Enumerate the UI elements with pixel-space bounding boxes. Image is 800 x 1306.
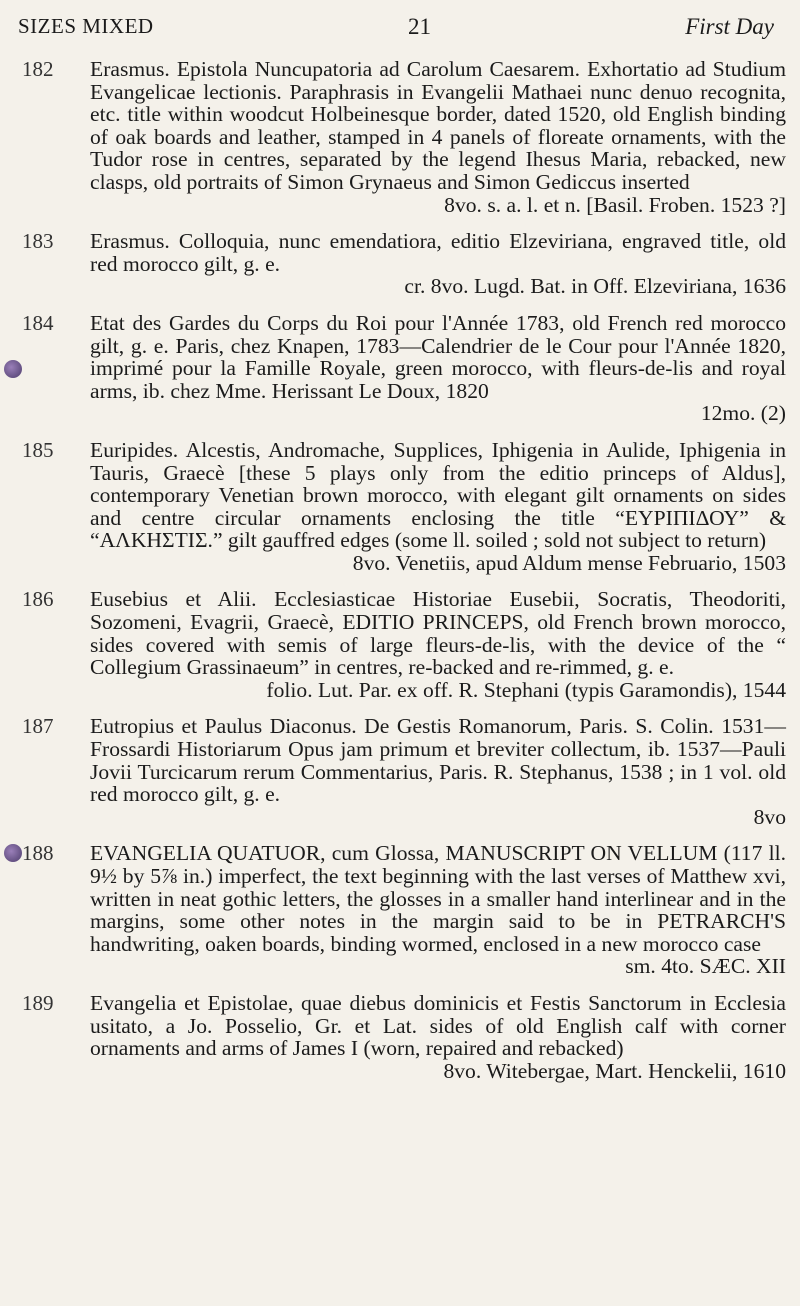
lot-number: 187	[22, 714, 54, 739]
lot-entry	[0, 588, 800, 701]
lot-entry	[0, 992, 800, 1082]
lot-entry	[0, 439, 800, 575]
lot-description	[90, 439, 786, 575]
lot-description	[90, 992, 786, 1082]
lot-text: Etat des Gardes du Corps du Roi pour l'Année 1783, old French red morocco gilt, g. e. Paris, chez Knapen, 1783—Calendrier de le Cour pour l'Année 1820, imprimé pour la Famille Royale, green morocco, with fleurs-de-lis and royal arms, ib. chez Mme. Herissant Le Doux, 1820	[90, 310, 786, 403]
lot-imprint: folio. Lut. Par. ex off. R. Stephani (typis Garamondis), 1544	[266, 677, 786, 702]
margin-mark-icon	[4, 360, 22, 378]
lot-number: 183	[22, 229, 54, 254]
lot-text: Euripides. Alcestis, Andromache, Supplices, Iphigenia in Aulide, Iphigenia in Tauris, Graecè [these 5 plays only from the editio princeps of Aldus], contemporary Venetian brown morocco, with elegant gilt ornaments on sides and centre circular ornaments enclosing the title “ΕΥΡΙΠΙΔΟΥ” & “ΑΛΚΗΣΤΙΣ.” gilt gauffred edges (some ll. soiled ; sold not subject to return)	[90, 437, 786, 553]
lot-number: 182	[22, 57, 54, 81]
lot-entry	[0, 230, 800, 298]
margin-mark-icon	[4, 844, 22, 862]
lot-description	[90, 312, 786, 425]
lot-text: EVANGELIA QUATUOR, cum Glossa, MANUSCRIPT ON VELLUM (117 ll. 9½ by 5⅞ in.) imperfect, the text beginning with the last verses of Matthew xvi, written in neat gothic letters, the glosses in a smaller hand interlinear and in the margins, some other notes in the margin said to be in PETRARCH'S handwriting, oaken boards, binding wormed, enclosed in a new morocco case	[90, 841, 786, 956]
lot-imprint: 8vo. s. a. l. et n. [Basil. Froben. 1523 ?]	[444, 192, 786, 217]
lot-imprint: 8vo	[753, 804, 786, 829]
lot-text: Evangelia et Epistolae, quae diebus dominicis et Festis Sanctorum in Ecclesia usitato, a Jo. Posselio, Gr. et Lat. sides of old English calf with corner ornaments and arms of James I (worn, repaired and rebacked)	[90, 990, 786, 1061]
lot-imprint: sm. 4to. SÆC. XII	[625, 954, 786, 979]
lot-text: Eusebius et Alii. Ecclesiasticae Historiae Eusebii, Socratis, Theodoriti, Sozomeni, Evagrii, Graecè, EDITIO PRINCEPS, old French brown morocco, sides covered with semis of large fleurs-de-lis, with the device of the “ Collegium Grassinaeum” in centres, re-backed and re-rimmed, g. e.	[90, 587, 786, 680]
lot-imprint: 8vo. Witebergae, Mart. Henckelii, 1610	[443, 1058, 786, 1083]
running-header	[18, 14, 774, 46]
lot-description	[90, 588, 786, 701]
lot-imprint: cr. 8vo. Lugd. Bat. in Off. Elzeviriana, 1636	[404, 274, 786, 299]
lot-imprint: 8vo. Venetiis, apud Aldum mense Februario, 1503	[352, 550, 786, 575]
lot-entry	[0, 58, 800, 216]
lot-number: 186	[22, 587, 54, 612]
lot-description	[90, 715, 786, 828]
lot-list	[0, 58, 800, 1096]
lot-entry	[0, 312, 800, 425]
lot-number: 188	[22, 841, 54, 866]
lot-text: Erasmus. Colloquia, nunc emendatiora, editio Elzeviriana, engraved title, old red morocco gilt, g. e.	[90, 229, 786, 276]
lot-entry	[0, 715, 800, 828]
lot-number: 185	[22, 437, 54, 462]
lot-text: Erasmus. Epistola Nuncupatoria ad Carolum Caesarem. Exhortatio ad Studium Evangelicae lectionis. Paraphrasis in Evangelii Mathaei nunc denuo recognita, etc. title within woodcut Holbeinesque border, dated 1520, old English binding of oak boards and leather, stamped in 4 panels of floreate ornaments, with the Tudor rose in centres, separated by the legend Ihesus Maria, rebacked, new clasps, old portraits of Simon Grynaeus and Simon Gediccus inserted	[90, 57, 786, 194]
page-number: 21	[408, 14, 431, 39]
lot-text: Eutropius et Paulus Diaconus. De Gestis Romanorum, Paris. S. Colin. 1531—Frossardi Historiarum Opus jam primum et breviter collectum, ib. 1537—Pauli Jovii Turcicarum rerum Commentarius, Paris. R. Stephanus, 1538 ; in 1 vol. old red morocco gilt, g. e.	[90, 714, 786, 807]
lot-description	[90, 230, 786, 298]
lot-imprint: 12mo. (2)	[700, 401, 786, 426]
header-right: First Day	[685, 14, 774, 39]
lot-description	[90, 842, 786, 978]
lot-entry	[0, 842, 800, 978]
lot-number: 189	[22, 990, 54, 1015]
header-left: SIZES MIXED	[18, 14, 154, 38]
lot-number: 184	[22, 310, 54, 335]
lot-description	[90, 58, 786, 216]
